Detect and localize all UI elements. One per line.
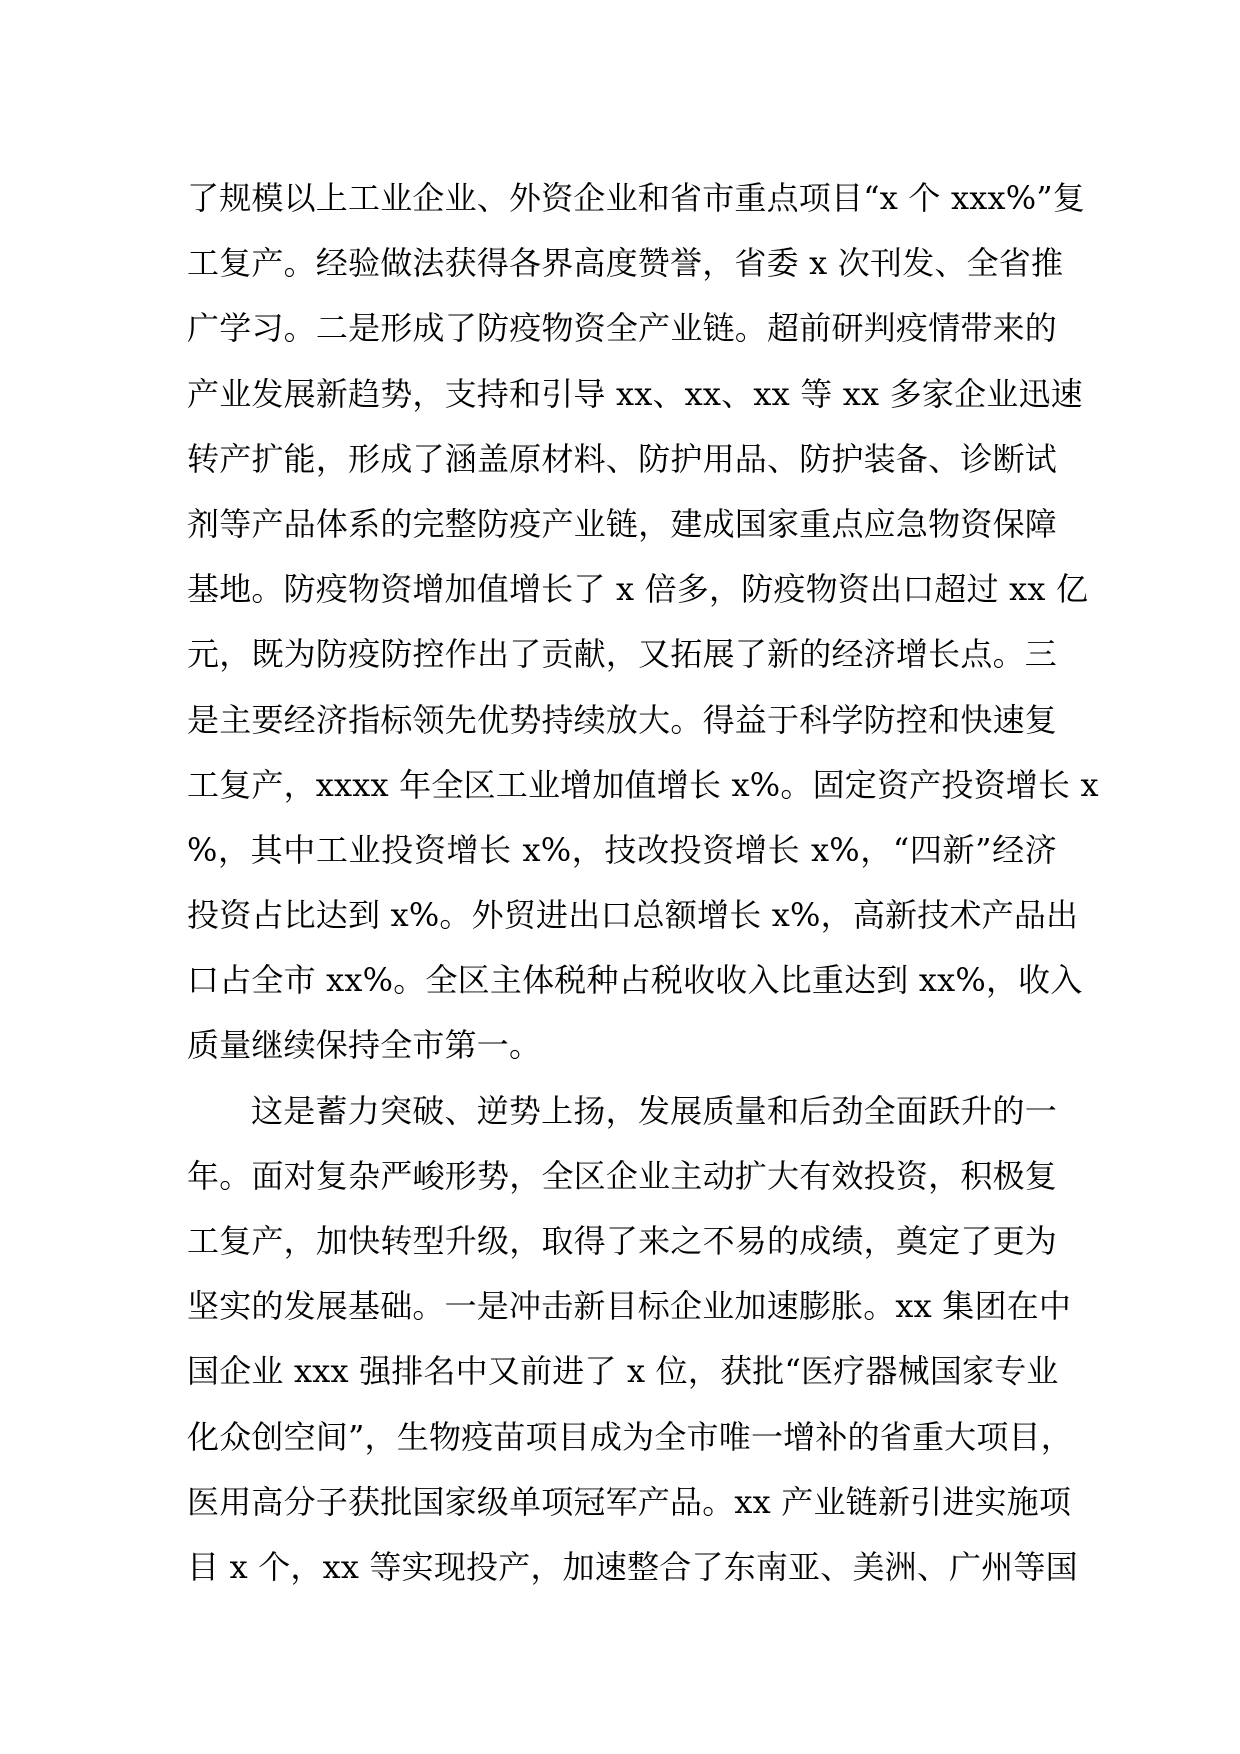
paragraph-1 — [187, 166, 1099, 1079]
text-line: 这是蓄力突破、逆势上扬，发展质量和后劲全面跃升的一 — [251, 1091, 1057, 1130]
text-line: 质量继续保持全市第一。 — [187, 1026, 542, 1065]
text-line: 坚实的发展基础。一是冲击新目标企业加速膨胀。xx 集团在中 — [187, 1287, 1072, 1326]
text-line: 元，既为防疫防控作出了贡献，又拓展了新的经济增长点。三 — [187, 635, 1057, 674]
text-line: 产业发展新趋势，支持和引导 xx、xx、xx 等 xx 多家企业迅速 — [187, 374, 1083, 413]
text-line: 广学习。二是形成了防疫物资全产业链。超前研判疫情带来的 — [187, 309, 1057, 348]
paragraph-2 — [187, 1079, 1078, 1601]
text-line: 工复产，加快转型升级，取得了来之不易的成绩，奠定了更为 — [187, 1222, 1057, 1260]
text-line: %，其中工业投资增长 x%，技改投资增长 x%，“四新”经济 — [187, 830, 1057, 869]
text-line: 工复产，xxxx 年全区工业增加值增长 x%。固定资产投资增长 x — [187, 765, 1099, 804]
text-line: 化众创空间”，生物疫苗项目成为全市唯一增补的省重大项目， — [187, 1417, 1073, 1456]
text-line: 基地。防疫物资增加值增长了 x 倍多，防疫物资出口超过 xx 亿 — [187, 570, 1089, 609]
text-line: 国企业 xxx 强排名中又前进了 x 位，获批“医疗器械国家专业 — [187, 1352, 1059, 1391]
text-line: 了规模以上工业企业、外资企业和省市重点项目“x 个 xxx%”复 — [187, 179, 1086, 217]
text-line: 目 x 个，xx 等实现投产，加速整合了东南亚、美洲、广州等国 — [187, 1547, 1078, 1586]
text-line: 剂等产品体系的完整防疫产业链，建成国家重点应急物资保障 — [187, 504, 1057, 543]
text-line: 工复产。经验做法获得各界高度赞誉，省委 x 次刊发、全省推 — [187, 244, 1064, 283]
text-line: 投资占比达到 x%。外贸进出口总额增长 x%，高新技术产品出 — [187, 896, 1079, 935]
text-line: 年。面对复杂严峻形势，全区企业主动扩大有效投资，积极复 — [187, 1156, 1057, 1195]
text-line: 是主要经济指标领先优势持续放大。得益于科学防控和快速复 — [187, 700, 1057, 739]
text-line: 医用高分子获批国家级单项冠军产品。xx 产业链新引进实施项 — [187, 1482, 1072, 1521]
text-line: 转产扩能，形成了涵盖原材料、防护用品、防护装备、诊断试 — [187, 439, 1057, 478]
document-body — [187, 166, 1099, 1600]
text-line: 口占全市 xx%。全区主体税种占税收收入比重达到 xx%，收入 — [187, 961, 1083, 1000]
